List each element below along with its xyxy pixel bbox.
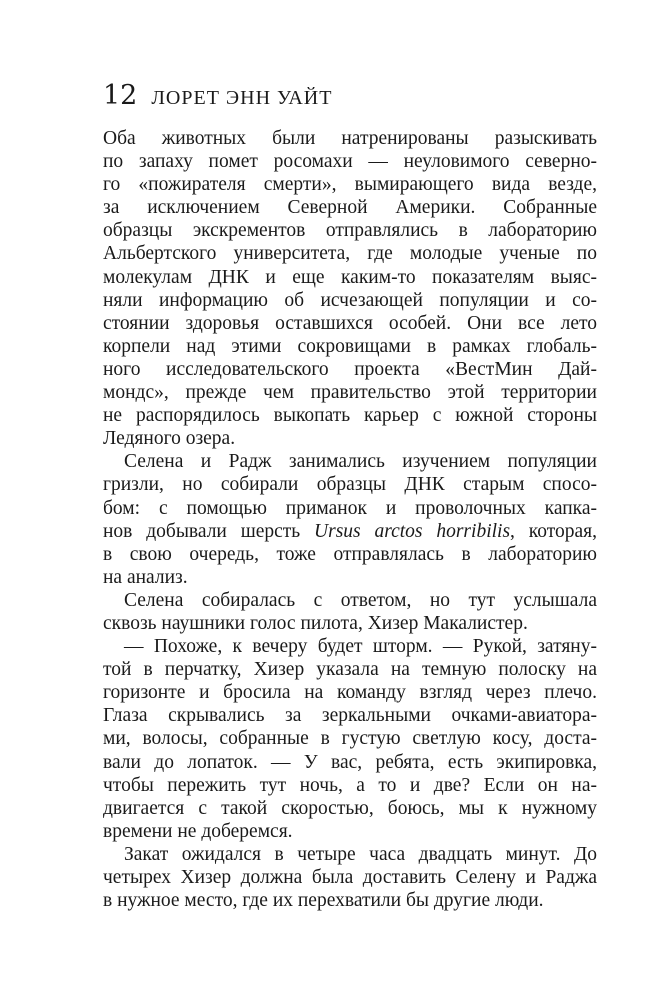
text-line: за исключением Северной Америки. Собранные: [103, 197, 597, 219]
text-line: двигается с такой скоростью, боюсь, мы к нужному: [103, 797, 597, 819]
text-line: на анализ.: [103, 566, 188, 588]
paragraph: [103, 843, 597, 912]
text-line: бом: с помощью приманок и проволочных капка-: [103, 497, 597, 519]
text-line: Закат ожидался в четыре часа двадцать минут. До: [124, 843, 597, 865]
text-line: ми, волосы, собранные в густую светлую косу, доста-: [103, 728, 597, 750]
text-line: чтобы пережить тут ночь, а то и две? Если он на-: [103, 774, 597, 796]
text-line: Селена и Радж занимались изучением популяции: [124, 451, 597, 473]
text-line: стоянии здоровья оставшихся особей. Они все лето: [103, 312, 597, 334]
text-line: Ледяного озера.: [103, 428, 236, 450]
page-number: 12: [103, 80, 138, 111]
text-line: четырех Хизер должна была доставить Селену и Раджа: [103, 867, 597, 888]
latin-species-name: Ursus arctos horribilis: [314, 520, 511, 542]
text-line: Альбертского университета, где молодые ученые по: [103, 243, 597, 265]
text-line: Глаза скрывались за зеркальными очками-авиатора-: [103, 705, 597, 727]
text-line: той в перчатку, Хизер указала на темную полоску на: [103, 659, 597, 681]
body-text: [103, 127, 597, 912]
text-line: не распорядилось выкопать карьер с южной стороны: [103, 405, 597, 427]
text-line: го «пожирателя смерти», вымирающего вида везде,: [103, 174, 597, 196]
text-line: вали до лопаток. — У вас, ребята, есть экипировка,: [103, 751, 597, 773]
text-line: — Похоже, к вечеру будет шторм. — Рукой, затяну-: [124, 636, 597, 658]
text-line: корпели над этими сокровищами в рамках глобаль-: [103, 335, 597, 357]
page-header: [103, 80, 332, 111]
paragraph: [103, 127, 597, 450]
paragraph: [103, 635, 597, 843]
paragraph: [103, 589, 597, 635]
text-line: образцы экскрементов отправлялись в лабораторию: [103, 220, 597, 242]
text-line: в нужное место, где их перехватили бы другие люди.: [103, 890, 544, 912]
text-run: , которая,: [510, 520, 597, 542]
text-line: времени не доберемся.: [103, 820, 293, 842]
text-line: горизонте и бросила на команду взгляд через плечо.: [103, 682, 597, 704]
text-line: Оба животных были натренированы разыскивать: [103, 128, 597, 149]
text-line: Селена собиралась с ответом, но тут услышала: [124, 589, 597, 611]
paragraph: [103, 450, 597, 589]
text-line: няли информацию об исчезающей популяции и со-: [103, 289, 597, 311]
text-line: сквозь наушники голос пилота, Хизер Макалистер.: [103, 612, 528, 634]
text-run: нов добывали шерсть: [103, 520, 315, 542]
running-head: ЛОРЕТ ЭНН УАЙТ: [151, 87, 333, 109]
text-line: ного исследовательского проекта «ВестМин Дай-: [103, 358, 597, 380]
text-line: молекулам ДНК и еще каким-то показателям выяс-: [103, 266, 597, 288]
text-line: в свою очередь, тоже отправлялась в лабораторию: [103, 543, 597, 565]
text-line: по запаху помет росомахи — неуловимого северно-: [103, 151, 597, 173]
text-line: [103, 520, 597, 543]
text-line: гризли, но собирали образцы ДНК старым спосо-: [103, 474, 597, 496]
text-line: мондс», прежде чем правительство этой территории: [103, 382, 597, 404]
